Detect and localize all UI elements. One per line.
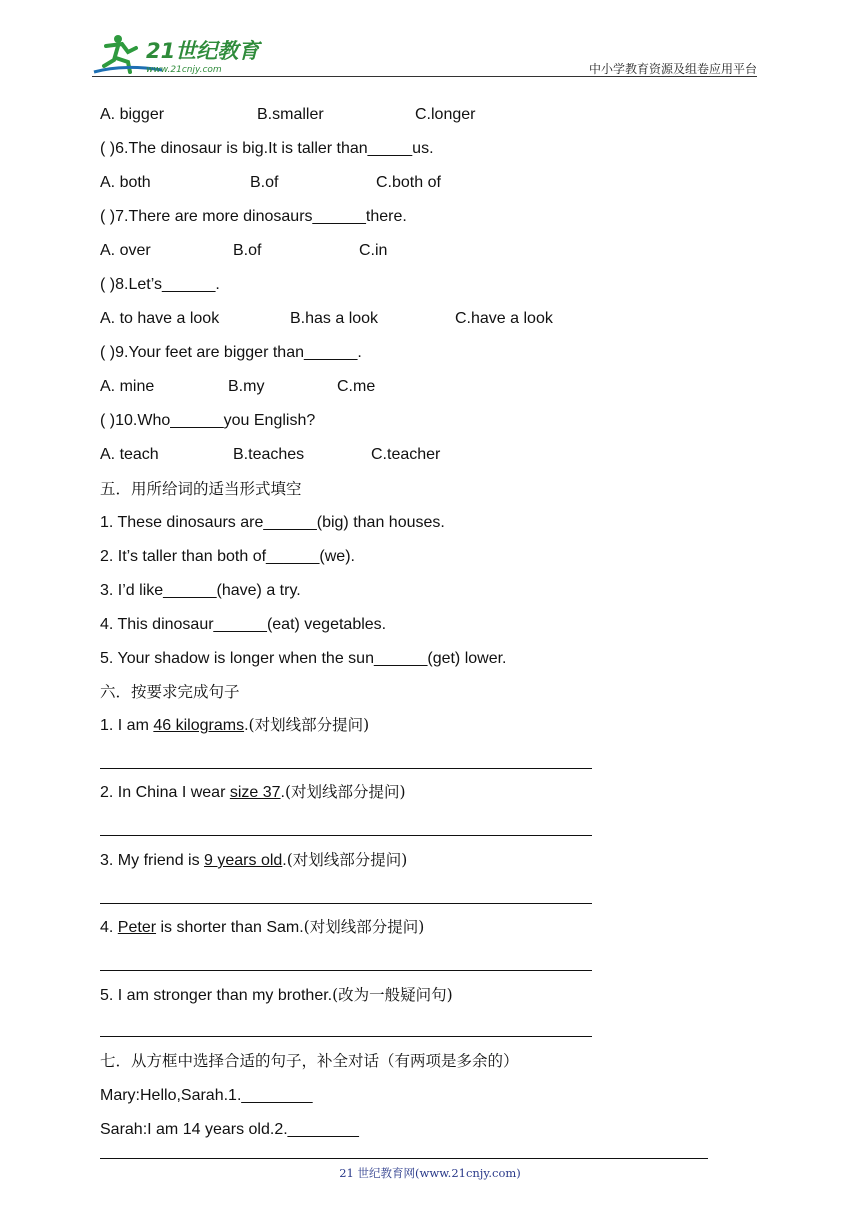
dialogue-line-2: Sarah:I am 14 years old.2.________ (100, 1121, 359, 1138)
section5-item-2: 2. It’s taller than both of______(we). (100, 548, 355, 565)
platform-name: 中小学教育资源及组卷应用平台 (588, 62, 757, 76)
option-c: C.teacher (371, 446, 441, 463)
section6-item-5 (100, 984, 453, 1006)
page-footer: 21 世纪教育网(www.21cnjy.com) (339, 1166, 521, 1180)
header-divider (92, 76, 757, 77)
site-logo (92, 32, 262, 76)
item-text-end: . (244, 717, 249, 734)
answer-line[interactable] (100, 970, 592, 971)
section5-item-1: 1. These dinosaurs are______(big) than houses. (100, 514, 445, 531)
section5-title: 五．用所给词的适当形式填空 (100, 480, 302, 498)
item-text: 1. I am (100, 717, 154, 734)
underlined-part: 9 years old (204, 852, 283, 869)
option-a: A. to have a look (100, 310, 220, 327)
logo-wordmark: 21世纪教育 (146, 39, 260, 63)
q8-stem: ( )8.Let’s______. (100, 276, 220, 293)
option-b: B.has a look (290, 310, 379, 327)
item-text-end: . (282, 852, 287, 869)
answer-line[interactable] (100, 835, 592, 836)
section6-item-4 (100, 916, 424, 938)
option-b: B.of (233, 242, 262, 259)
option-a: A. teach (100, 446, 159, 463)
instruction-note: (对划线部分提问) (303, 918, 425, 936)
option-c: C.me (337, 378, 376, 395)
section6-item-3 (100, 849, 407, 871)
item-text-end: . (280, 784, 285, 801)
dialogue-line-1: Mary:Hello,Sarah.1.________ (100, 1087, 313, 1104)
q6-stem: ( )6.The dinosaur is big.It is taller than_____us. (100, 140, 434, 157)
option-a: A. bigger (100, 106, 165, 123)
answer-line[interactable] (100, 1036, 592, 1037)
option-c: C.in (359, 242, 388, 259)
section5-item-5: 5. Your shadow is longer when the sun______(get) lower. (100, 650, 507, 667)
option-c: C.have a look (455, 310, 553, 327)
section5-item-4: 4. This dinosaur______(eat) vegetables. (100, 616, 387, 633)
section7-title: 七．从方框中选择合适的句子，补全对话（有两项是多余的） (100, 1052, 519, 1070)
option-b: B.of (250, 174, 279, 191)
option-b: B.smaller (257, 106, 324, 123)
option-a: A. over (100, 242, 151, 259)
section5-item-3: 3. I’d like______(have) a try. (100, 582, 301, 599)
underlined-part: size 37 (229, 784, 281, 801)
item-text: 2. In China I wear (100, 784, 230, 801)
section6-item-1 (100, 714, 369, 736)
answer-line[interactable] (100, 903, 592, 904)
item-text: 3. My friend is (100, 852, 205, 869)
q10-stem: ( )10.Who______you English? (100, 412, 316, 429)
answer-line[interactable] (100, 768, 592, 769)
item-text-end: is shorter than Sam. (156, 919, 304, 936)
instruction-note: (对划线部分提问) (248, 716, 370, 734)
option-c: C.longer (415, 106, 476, 123)
underlined-part: 46 kilograms (153, 717, 245, 734)
instruction-note: (对划线部分提问) (286, 851, 408, 869)
footer-divider (100, 1158, 708, 1159)
option-a: A. mine (100, 378, 155, 395)
q9-stem: ( )9.Your feet are bigger than______. (100, 344, 362, 361)
q7-stem: ( )7.There are more dinosaurs______there. (100, 208, 407, 225)
section6-item-2 (100, 781, 406, 803)
page-header (92, 30, 757, 80)
instruction-note: (改为一般疑问句) (332, 986, 453, 1004)
item-text: 4. (100, 919, 118, 936)
option-b: B.teaches (233, 446, 305, 463)
section6-title: 六．按要求完成句子 (100, 683, 240, 701)
logo-url: www.21cnjy.com (146, 65, 222, 75)
option-b: B.my (228, 378, 265, 395)
item-text: 5. I am stronger than my brother. (100, 987, 333, 1004)
instruction-note: (对划线部分提问) (285, 783, 406, 801)
underlined-part: Peter (117, 919, 157, 936)
option-a: A. both (100, 174, 151, 191)
option-c: C.both of (376, 174, 441, 191)
